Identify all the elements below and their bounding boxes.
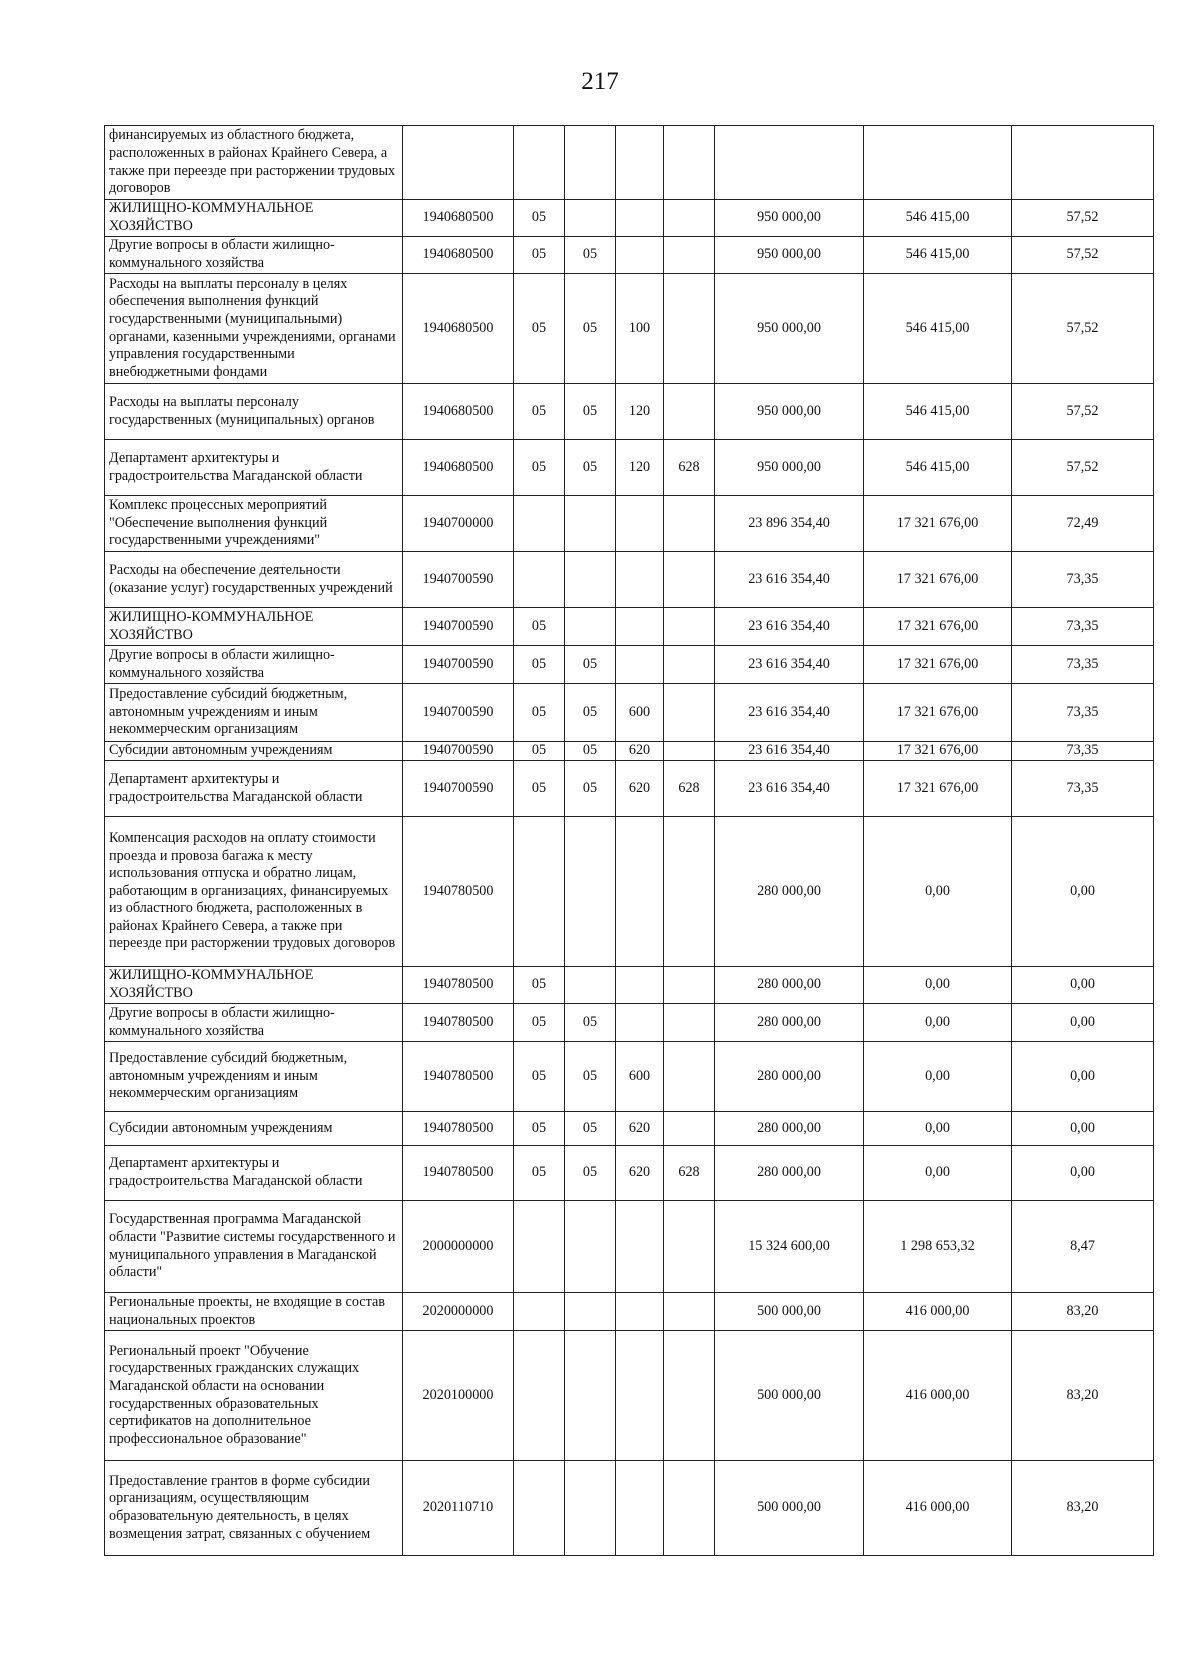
- expense-type-code: 620: [616, 742, 664, 761]
- execution-percent: 83,20: [1012, 1331, 1154, 1461]
- executed-amount: 416 000,00: [864, 1331, 1012, 1461]
- table-row: [105, 1461, 1154, 1556]
- target-article-code: [403, 126, 514, 200]
- section-code: 05: [514, 761, 565, 817]
- execution-percent: 0,00: [1012, 1042, 1154, 1112]
- execution-percent: 57,52: [1012, 200, 1154, 237]
- table-row: [105, 274, 1154, 384]
- section-code: [514, 817, 565, 967]
- planned-amount: 280 000,00: [715, 1146, 864, 1201]
- budget-table: [104, 125, 1154, 1556]
- table-row: [105, 817, 1154, 967]
- execution-percent: 57,52: [1012, 384, 1154, 440]
- table-row: [105, 761, 1154, 817]
- administrator-code: [664, 274, 715, 384]
- table-row: [105, 684, 1154, 742]
- administrator-code: [664, 1004, 715, 1042]
- subsection-code: 05: [565, 1146, 616, 1201]
- row-description: Государственная программа Магаданской области "Развитие системы государственного и муниципального управления в Магаданской области": [105, 1201, 403, 1293]
- executed-amount: 0,00: [864, 1004, 1012, 1042]
- table-row: [105, 1201, 1154, 1293]
- expense-type-code: 100: [616, 274, 664, 384]
- row-description: Комплекс процессных мероприятий "Обеспечение выполнения функций государственными учреждениями": [105, 496, 403, 552]
- planned-amount: 500 000,00: [715, 1293, 864, 1331]
- execution-percent: 73,35: [1012, 608, 1154, 646]
- planned-amount: 280 000,00: [715, 1004, 864, 1042]
- table-row: [105, 126, 1154, 200]
- subsection-code: [565, 1331, 616, 1461]
- executed-amount: 17 321 676,00: [864, 646, 1012, 684]
- target-article-code: 2000000000: [403, 1201, 514, 1293]
- row-description: Субсидии автономным учреждениям: [105, 1112, 403, 1146]
- subsection-code: 05: [565, 384, 616, 440]
- executed-amount: 17 321 676,00: [864, 761, 1012, 817]
- expense-type-code: [616, 200, 664, 237]
- executed-amount: 416 000,00: [864, 1293, 1012, 1331]
- execution-percent: 57,52: [1012, 440, 1154, 496]
- execution-percent: 73,35: [1012, 646, 1154, 684]
- target-article-code: 1940680500: [403, 200, 514, 237]
- table-row: [105, 1293, 1154, 1331]
- row-description: Расходы на выплаты персоналу в целях обеспечения выполнения функций государственными (муниципальными) органами, казенными учреждениями, органами управления государственными внебюджетными фондами: [105, 274, 403, 384]
- target-article-code: 1940680500: [403, 384, 514, 440]
- execution-percent: 83,20: [1012, 1461, 1154, 1556]
- execution-percent: 0,00: [1012, 1146, 1154, 1201]
- row-description: Предоставление субсидий бюджетным, автономным учреждениям и иным некоммерческим организациям: [105, 1042, 403, 1112]
- executed-amount: 546 415,00: [864, 237, 1012, 274]
- expense-type-code: 120: [616, 384, 664, 440]
- target-article-code: 1940700590: [403, 684, 514, 742]
- expense-type-code: [616, 817, 664, 967]
- executed-amount: 17 321 676,00: [864, 552, 1012, 608]
- executed-amount: 0,00: [864, 817, 1012, 967]
- subsection-code: 05: [565, 1004, 616, 1042]
- section-code: 05: [514, 1146, 565, 1201]
- table-row: [105, 552, 1154, 608]
- target-article-code: 1940680500: [403, 440, 514, 496]
- subsection-code: [565, 496, 616, 552]
- table-row: [105, 646, 1154, 684]
- table-row: [105, 1042, 1154, 1112]
- expense-type-code: [616, 1461, 664, 1556]
- section-code: [514, 552, 565, 608]
- executed-amount: 0,00: [864, 1146, 1012, 1201]
- subsection-code: [565, 552, 616, 608]
- expense-type-code: [616, 126, 664, 200]
- execution-percent: 83,20: [1012, 1293, 1154, 1331]
- section-code: [514, 1293, 565, 1331]
- target-article-code: 2020100000: [403, 1331, 514, 1461]
- row-description: Предоставление субсидий бюджетным, автономным учреждениям и иным некоммерческим организациям: [105, 684, 403, 742]
- expense-type-code: [616, 1293, 664, 1331]
- target-article-code: 1940780500: [403, 967, 514, 1004]
- row-description: Региональный проект "Обучение государственных гражданских служащих Магаданской области на основании государственных образовательных сертификатов на дополнительное профессиональное образование": [105, 1331, 403, 1461]
- subsection-code: [565, 1201, 616, 1293]
- subsection-code: 05: [565, 1112, 616, 1146]
- execution-percent: 73,35: [1012, 761, 1154, 817]
- executed-amount: 0,00: [864, 967, 1012, 1004]
- section-code: 05: [514, 1004, 565, 1042]
- row-description: ЖИЛИЩНО-КОММУНАЛЬНОЕ ХОЗЯЙСТВО: [105, 967, 403, 1004]
- planned-amount: 280 000,00: [715, 1112, 864, 1146]
- executed-amount: 546 415,00: [864, 274, 1012, 384]
- execution-percent: 73,35: [1012, 552, 1154, 608]
- administrator-code: [664, 237, 715, 274]
- subsection-code: [565, 967, 616, 1004]
- row-description: Предоставление грантов в форме субсидии организациям, осуществляющим образовательную деятельность, в целях возмещения затрат, связанных с обучением: [105, 1461, 403, 1556]
- subsection-code: [565, 817, 616, 967]
- section-code: [514, 126, 565, 200]
- executed-amount: 546 415,00: [864, 384, 1012, 440]
- row-description: ЖИЛИЩНО-КОММУНАЛЬНОЕ ХОЗЯЙСТВО: [105, 608, 403, 646]
- executed-amount: [864, 126, 1012, 200]
- execution-percent: 0,00: [1012, 1004, 1154, 1042]
- expense-type-code: 600: [616, 1042, 664, 1112]
- subsection-code: 05: [565, 440, 616, 496]
- administrator-code: [664, 1461, 715, 1556]
- planned-amount: 950 000,00: [715, 440, 864, 496]
- table-row: [105, 496, 1154, 552]
- section-code: 05: [514, 608, 565, 646]
- section-code: 05: [514, 1042, 565, 1112]
- planned-amount: 280 000,00: [715, 1042, 864, 1112]
- table-row: [105, 1112, 1154, 1146]
- row-description: Расходы на обеспечение деятельности (оказание услуг) государственных учреждений: [105, 552, 403, 608]
- target-article-code: 1940700590: [403, 646, 514, 684]
- row-description: Другие вопросы в области жилищно-коммунального хозяйства: [105, 1004, 403, 1042]
- subsection-code: 05: [565, 761, 616, 817]
- table-row: [105, 608, 1154, 646]
- expense-type-code: 600: [616, 684, 664, 742]
- planned-amount: 23 616 354,40: [715, 761, 864, 817]
- administrator-code: [664, 552, 715, 608]
- target-article-code: 1940680500: [403, 274, 514, 384]
- table-row: [105, 200, 1154, 237]
- planned-amount: 500 000,00: [715, 1331, 864, 1461]
- subsection-code: [565, 608, 616, 646]
- execution-percent: 0,00: [1012, 967, 1154, 1004]
- administrator-code: [664, 126, 715, 200]
- administrator-code: [664, 608, 715, 646]
- target-article-code: 1940780500: [403, 817, 514, 967]
- row-description: финансируемых из областного бюджета, расположенных в районах Крайнего Севера, а также при переезде при расторжении трудовых договоров: [105, 126, 403, 200]
- row-description: Компенсация расходов на оплату стоимости проезда и провоза багажа к месту использования отпуска и обратно лицам, работающим в организациях, финансируемых из областного бюджета, расположенных в районах Крайнего Севера, а также при переезде при расторжении трудовых договоров: [105, 817, 403, 967]
- table-row: [105, 384, 1154, 440]
- executed-amount: 17 321 676,00: [864, 742, 1012, 761]
- administrator-code: [664, 742, 715, 761]
- section-code: 05: [514, 440, 565, 496]
- executed-amount: 17 321 676,00: [864, 496, 1012, 552]
- planned-amount: 23 616 354,40: [715, 742, 864, 761]
- planned-amount: 23 616 354,40: [715, 608, 864, 646]
- section-code: 05: [514, 742, 565, 761]
- target-article-code: 2020000000: [403, 1293, 514, 1331]
- target-article-code: 1940700000: [403, 496, 514, 552]
- target-article-code: 1940700590: [403, 608, 514, 646]
- table-row: [105, 237, 1154, 274]
- administrator-code: [664, 1112, 715, 1146]
- execution-percent: 73,35: [1012, 684, 1154, 742]
- administrator-code: 628: [664, 1146, 715, 1201]
- planned-amount: [715, 126, 864, 200]
- planned-amount: 23 616 354,40: [715, 552, 864, 608]
- administrator-code: [664, 967, 715, 1004]
- administrator-code: [664, 1042, 715, 1112]
- executed-amount: 0,00: [864, 1112, 1012, 1146]
- executed-amount: 17 321 676,00: [864, 684, 1012, 742]
- planned-amount: 23 896 354,40: [715, 496, 864, 552]
- executed-amount: 0,00: [864, 1042, 1012, 1112]
- section-code: 05: [514, 384, 565, 440]
- expense-type-code: [616, 237, 664, 274]
- subsection-code: 05: [565, 1042, 616, 1112]
- table-row: [105, 440, 1154, 496]
- executed-amount: 17 321 676,00: [864, 608, 1012, 646]
- subsection-code: [565, 1293, 616, 1331]
- subsection-code: [565, 1461, 616, 1556]
- planned-amount: 950 000,00: [715, 274, 864, 384]
- table-row: [105, 1004, 1154, 1042]
- administrator-code: [664, 496, 715, 552]
- expense-type-code: [616, 608, 664, 646]
- expense-type-code: 120: [616, 440, 664, 496]
- target-article-code: 1940680500: [403, 237, 514, 274]
- section-code: 05: [514, 274, 565, 384]
- row-description: Региональные проекты, не входящие в состав национальных проектов: [105, 1293, 403, 1331]
- subsection-code: 05: [565, 237, 616, 274]
- row-description: Расходы на выплаты персоналу государственных (муниципальных) органов: [105, 384, 403, 440]
- administrator-code: [664, 817, 715, 967]
- section-code: [514, 1331, 565, 1461]
- execution-percent: [1012, 126, 1154, 200]
- execution-percent: 57,52: [1012, 274, 1154, 384]
- subsection-code: 05: [565, 646, 616, 684]
- expense-type-code: [616, 967, 664, 1004]
- section-code: 05: [514, 237, 565, 274]
- administrator-code: [664, 200, 715, 237]
- administrator-code: [664, 1293, 715, 1331]
- target-article-code: 1940700590: [403, 742, 514, 761]
- expense-type-code: 620: [616, 1112, 664, 1146]
- planned-amount: 280 000,00: [715, 967, 864, 1004]
- administrator-code: [664, 684, 715, 742]
- section-code: 05: [514, 1112, 565, 1146]
- row-description: Субсидии автономным учреждениям: [105, 742, 403, 761]
- subsection-code: [565, 126, 616, 200]
- section-code: [514, 1461, 565, 1556]
- expense-type-code: [616, 1004, 664, 1042]
- row-description: Другие вопросы в области жилищно-коммунального хозяйства: [105, 646, 403, 684]
- table-row: [105, 1146, 1154, 1201]
- row-description: Департамент архитектуры и градостроительства Магаданской области: [105, 761, 403, 817]
- subsection-code: [565, 200, 616, 237]
- execution-percent: 72,49: [1012, 496, 1154, 552]
- section-code: [514, 1201, 565, 1293]
- row-description: Департамент архитектуры и градостроительства Магаданской области: [105, 440, 403, 496]
- execution-percent: 57,52: [1012, 237, 1154, 274]
- expense-type-code: [616, 496, 664, 552]
- target-article-code: 1940780500: [403, 1112, 514, 1146]
- executed-amount: 546 415,00: [864, 440, 1012, 496]
- expense-type-code: 620: [616, 1146, 664, 1201]
- section-code: [514, 496, 565, 552]
- expense-type-code: [616, 1331, 664, 1461]
- expense-type-code: [616, 552, 664, 608]
- target-article-code: 1940780500: [403, 1004, 514, 1042]
- target-article-code: 1940700590: [403, 761, 514, 817]
- row-description: ЖИЛИЩНО-КОММУНАЛЬНОЕ ХОЗЯЙСТВО: [105, 200, 403, 237]
- administrator-code: 628: [664, 440, 715, 496]
- expense-type-code: [616, 646, 664, 684]
- target-article-code: 1940780500: [403, 1146, 514, 1201]
- administrator-code: [664, 1331, 715, 1461]
- execution-percent: 0,00: [1012, 1112, 1154, 1146]
- table-row: [105, 742, 1154, 761]
- administrator-code: 628: [664, 761, 715, 817]
- section-code: 05: [514, 646, 565, 684]
- executed-amount: 416 000,00: [864, 1461, 1012, 1556]
- planned-amount: 280 000,00: [715, 817, 864, 967]
- administrator-code: [664, 1201, 715, 1293]
- administrator-code: [664, 384, 715, 440]
- subsection-code: 05: [565, 274, 616, 384]
- table-row: [105, 967, 1154, 1004]
- target-article-code: 1940780500: [403, 1042, 514, 1112]
- section-code: 05: [514, 200, 565, 237]
- expense-type-code: [616, 1201, 664, 1293]
- planned-amount: 950 000,00: [715, 384, 864, 440]
- execution-percent: 8,47: [1012, 1201, 1154, 1293]
- expense-type-code: 620: [616, 761, 664, 817]
- planned-amount: 950 000,00: [715, 200, 864, 237]
- row-description: Другие вопросы в области жилищно-коммунального хозяйства: [105, 237, 403, 274]
- planned-amount: 15 324 600,00: [715, 1201, 864, 1293]
- target-article-code: 2020110710: [403, 1461, 514, 1556]
- execution-percent: 0,00: [1012, 817, 1154, 967]
- section-code: 05: [514, 684, 565, 742]
- planned-amount: 23 616 354,40: [715, 684, 864, 742]
- planned-amount: 500 000,00: [715, 1461, 864, 1556]
- page-number: 217: [581, 68, 619, 95]
- execution-percent: 73,35: [1012, 742, 1154, 761]
- executed-amount: 1 298 653,32: [864, 1201, 1012, 1293]
- subsection-code: 05: [565, 742, 616, 761]
- planned-amount: 23 616 354,40: [715, 646, 864, 684]
- table-row: [105, 1331, 1154, 1461]
- administrator-code: [664, 646, 715, 684]
- target-article-code: 1940700590: [403, 552, 514, 608]
- section-code: 05: [514, 967, 565, 1004]
- executed-amount: 546 415,00: [864, 200, 1012, 237]
- planned-amount: 950 000,00: [715, 237, 864, 274]
- row-description: Департамент архитектуры и градостроительства Магаданской области: [105, 1146, 403, 1201]
- subsection-code: 05: [565, 684, 616, 742]
